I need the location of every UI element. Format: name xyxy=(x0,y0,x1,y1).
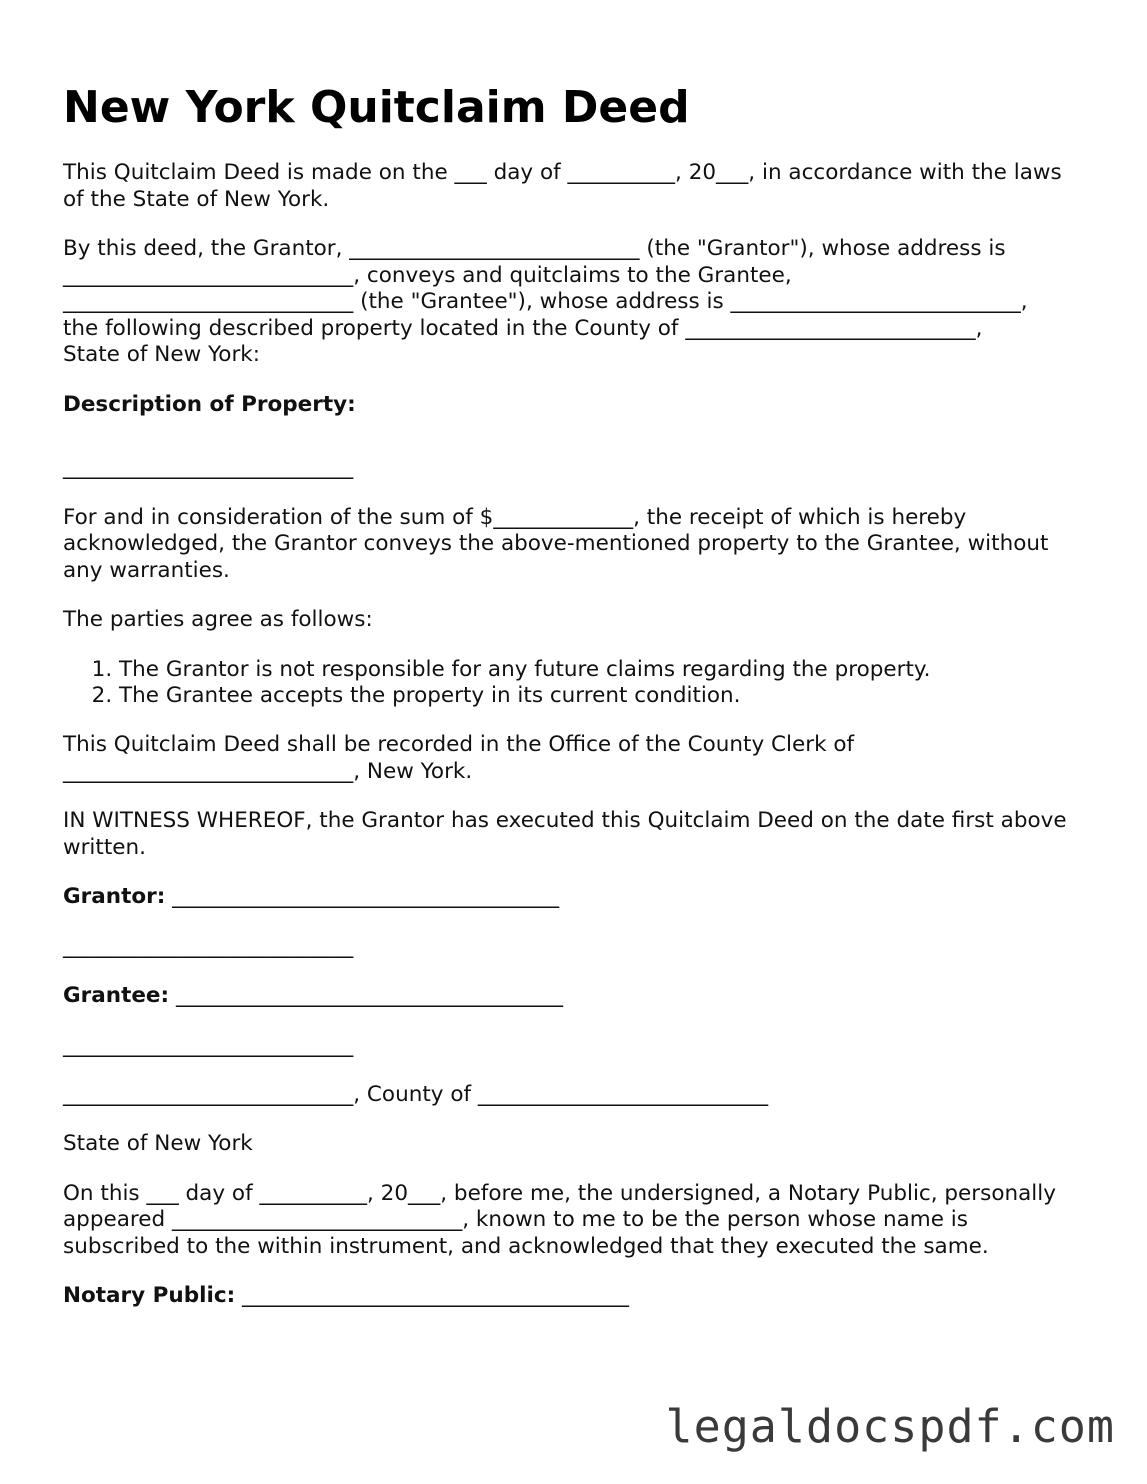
description-heading: Description of Property: xyxy=(63,391,356,417)
notary-signature-line xyxy=(63,1283,1073,1310)
grantor-blank: ____________________________________ xyxy=(172,884,560,910)
notary-blank: ____________________________________ xyxy=(242,1283,630,1309)
description-blank: ___________________________ xyxy=(63,455,354,481)
grantee-signature-line xyxy=(63,983,1073,1010)
notary-label: Notary Public: xyxy=(63,1283,236,1309)
grantee-extra-blank: ___________________________ xyxy=(63,1032,354,1058)
list-item: 2. The Grantee accepts the property in its current condition. xyxy=(119,683,1073,710)
recording-line-1: This Quitclaim Deed shall be recorded in the Office of the County Clerk of xyxy=(63,732,855,758)
parties-paragraph xyxy=(63,236,1073,369)
notary-paragraph: On this ___ day of __________, 20___, before me, the undersigned, a Notary Public, personally appeared ___________________________, known to me to be the person whose name is subscribed to the within instrument, and acknowledged that they executed the same. xyxy=(63,1180,1056,1259)
intro-paragraph: This Quitclaim Deed is made on the ___ day of __________, 20___, in accordance with the laws of the State of New York. xyxy=(63,160,1062,212)
parties-line-2: ___________________________, conveys and quitclaims to the Grantee, xyxy=(63,262,792,288)
recording-line-2: ___________________________, New York. xyxy=(63,759,473,785)
consideration-paragraph: For and in consideration of the sum of $_____________, the receipt of which is hereby acknowledged, the Grantor conveys the above-mentioned property to the Grantee, without any warranties. xyxy=(63,504,1049,583)
witness-paragraph: IN WITNESS WHEREOF, the Grantor has executed this Quitclaim Deed on the date first above written. xyxy=(63,808,1067,861)
agreement-list xyxy=(63,657,1073,710)
list-item: 1. The Grantor is not responsible for any future claims regarding the property. xyxy=(119,657,1073,684)
grantor-label: Grantor: xyxy=(63,884,166,910)
deed-document xyxy=(63,80,1073,1333)
agree-intro: The parties agree as follows: xyxy=(63,607,373,633)
page-title: New York Quitclaim Deed xyxy=(63,82,690,133)
county-line: ___________________________, County of ___________________________ xyxy=(63,1082,769,1108)
grantee-blank: ____________________________________ xyxy=(175,983,563,1009)
state-line: State of New York xyxy=(63,1131,253,1157)
parties-line-4: the following described property located in the County of ___________________________, xyxy=(63,315,983,341)
grantor-signature-line xyxy=(63,884,1073,911)
parties-line-5: State of New York: xyxy=(63,342,260,368)
recording-paragraph xyxy=(63,732,1073,785)
grantor-extra-blank: ___________________________ xyxy=(63,933,354,959)
parties-line-3: ___________________________ (the "Grantee"), whose address is ___________________________, xyxy=(63,289,1028,315)
watermark: legaldocspdf.com xyxy=(665,1400,1115,1453)
grantee-label: Grantee: xyxy=(63,983,170,1009)
parties-line-1: By this deed, the Grantor, ___________________________ (the "Grantor"), whose address is xyxy=(63,235,1006,261)
